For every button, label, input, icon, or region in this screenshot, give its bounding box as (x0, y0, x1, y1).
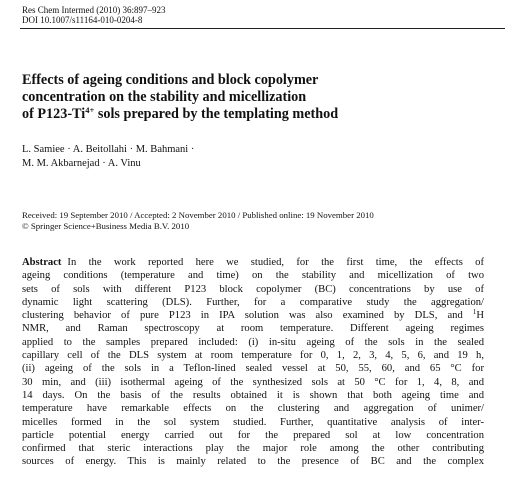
abstract-line-text: clustering behavior of pure P123 in IPA solution was also examined by DLS, and (22, 310, 473, 322)
journal-doi: DOI 10.1007/s11164-010-0204-8 (22, 15, 143, 25)
title-superscript: 4+ (85, 105, 95, 115)
journal-citation: Res Chem Intermed (2010) 36:897–923 (22, 5, 166, 15)
title-line-2: concentration on the stability and micellization (22, 89, 307, 105)
abstract-line-text: In the work reported here we studied, for the first time, the effects of (67, 257, 484, 268)
abstract-label: Abstract (22, 257, 62, 268)
abstract-line: temperature have remarkable effects on the clustering and aggregation of unimer/ (22, 403, 484, 415)
abstract-line: particle potential energy carried out for the prepared sol at low concentration (22, 429, 484, 441)
article-title (22, 72, 492, 123)
author-list (22, 143, 482, 171)
abstract-body (22, 256, 484, 469)
abstract-line: sets of sols with different P123 block copolymer (BC) concentrations by use of (22, 283, 484, 295)
abstract-line: ageing conditions (temperature and time) on the stability and micellization of two (22, 270, 484, 282)
title-line-3-post: sols prepared by the templating method (94, 106, 339, 122)
copyright-line: © Springer Science+Business Media B.V. 2010 (22, 221, 190, 231)
abstract-line: micelles formed in the sol system studied. Further, quantitative analysis of inter- (22, 416, 484, 428)
journal-header (22, 5, 165, 25)
publication-dates (22, 210, 502, 232)
abstract-line: 30 min, and (iii) isothermal ageing of the synthesized sols at 50 °C for 1, 4, 8, and (22, 376, 484, 388)
authors-line-1: L. Samiee · A. Beitollahi · M. Bahmani · (22, 144, 195, 155)
dates-line: Received: 19 September 2010 / Accepted: 2 November 2010 / Published online: 19 November 2010 (22, 210, 374, 220)
authors-line-2: M. M. Akbarnejad · A. Vinu (22, 158, 141, 169)
nmr-letter: H (476, 310, 484, 322)
abstract-line: (ii) ageing of the sols in a Teflon-lined sealed vessel at 50, 55, 60, and 65 °C for (22, 363, 484, 375)
abstract-line: dynamic light scattering (DLS). Further, for a comparative study the aggregation/ (22, 296, 484, 308)
header-rule (20, 28, 505, 29)
nmr-superscript: 1 (472, 308, 477, 317)
abstract-line (22, 309, 484, 322)
title-line-3-pre: of P123-Ti (22, 106, 86, 122)
abstract-line: capillary cell of the DLS system at room temperature for 0, 1, 2, 3, 4, 5, 6, and 19 h, (22, 350, 484, 362)
abstract-line: 14 days. On the basis of the results obtained it is shown that both ageing time and (22, 389, 484, 401)
title-line-1: Effects of ageing conditions and block copolymer (22, 72, 319, 88)
abstract-line (22, 256, 484, 269)
abstract-line: sources of energy. This is mainly related to the presence of BC and the complex (22, 456, 484, 468)
abstract-line: NMR, and Raman spectroscopy at room temperature. Different ageing regimes (22, 323, 484, 335)
abstract-line: applied to the samples prepared included: (i) in-situ ageing of the sols in the sealed (22, 336, 484, 348)
abstract-line: confirmed that steric interactions play the major role among the other contributing (22, 443, 484, 455)
title-line-3 (22, 106, 492, 123)
